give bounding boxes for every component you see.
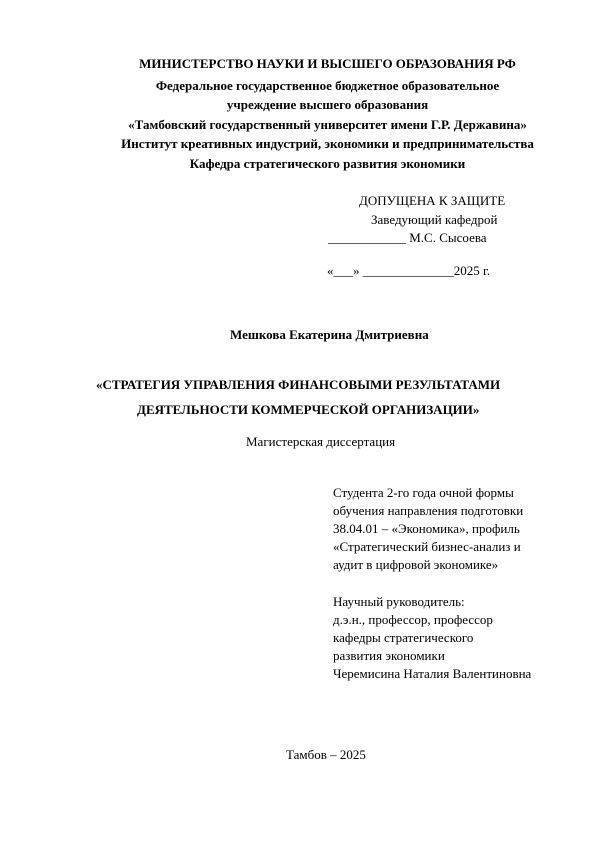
supervisor-info-line: д.э.н., профессор, профессор [333,612,493,627]
institution-line-2: учреждение высшего образования [226,97,429,112]
student-info-line: 38.04.01 – «Экономика», профиль [333,521,520,536]
approval-role: Заведующий кафедрой [371,212,498,227]
approval-title: ДОПУЩЕНА К ЗАЩИТЕ [359,193,506,208]
student-info-line: «Стратегический бизнес-анализ и [333,539,521,554]
department-name: Кафедра стратегического развития экономики [189,156,466,171]
student-info-line: обучения направления подготовки [333,503,524,518]
thesis-type: Магистерская диссертация [246,434,396,449]
student-info-line: Студента 2-го года очной формы [333,485,514,500]
thesis-title-line-2: ДЕЯТЕЛЬНОСТИ КОММЕРЧЕСКОЙ ОРГАНИЗАЦИИ» [137,402,480,417]
institution-line-1: Федеральное государственное бюджетное образовательное [155,78,500,93]
supervisor-info-line: кафедры стратегического [333,630,474,645]
approval-date-line: «___» ______________2025 г. [327,263,491,278]
approval-signature-line: ____________ М.С. Сысоева [328,230,487,245]
student-info-line: аудит в цифровой экономике» [333,557,499,572]
supervisor-info-line: Научный руководитель: [333,594,465,609]
author-name: Мешкова Екатерина Дмитриевна [230,327,429,342]
university-name: «Тамбовский государственный университет имени Г.Р. Державина» [128,117,527,132]
city-year-footer: Тамбов – 2025 [286,747,366,762]
ministry-heading: МИНИСТЕРСТВО НАУКИ И ВЫСШЕГО ОБРАЗОВАНИЯ РФ [139,56,516,71]
institute-name: Институт креативных индустрий, экономики и предпринимательства [121,136,534,151]
thesis-title-line-1: «СТРАТЕГИЯ УПРАВЛЕНИЯ ФИНАНСОВЫМИ РЕЗУЛЬТАТАМИ [96,377,501,392]
supervisor-info-line: Черемисина Наталия Валентиновна [333,666,532,681]
supervisor-info-line: развития экономики [333,648,445,663]
